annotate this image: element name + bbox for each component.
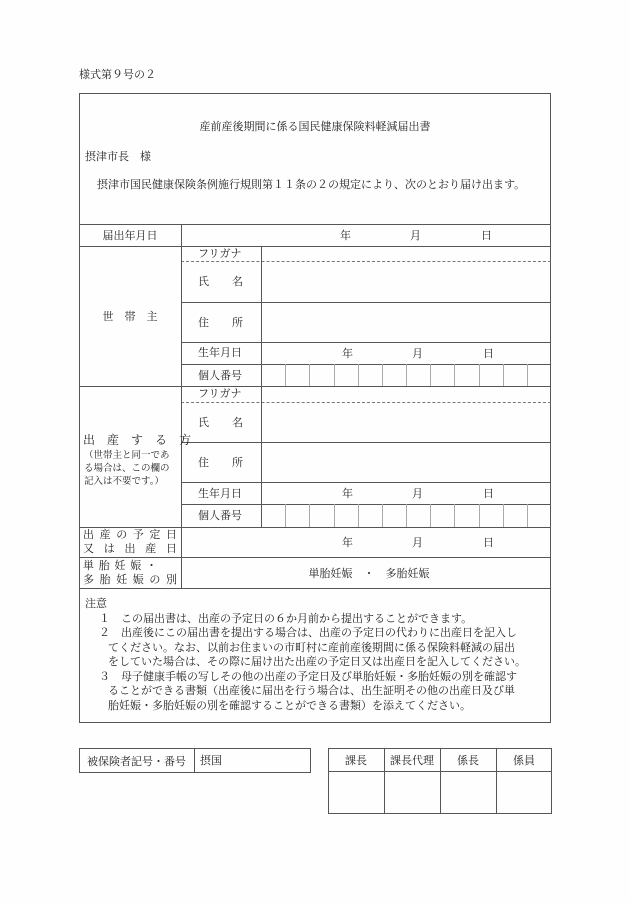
note-item: 胎妊娠・多胎妊娠の別を確認することができる書類）を添えてください。 xyxy=(108,698,471,712)
label-char: 定 xyxy=(149,528,161,541)
label-char: 娠 xyxy=(132,573,144,586)
day-unit: 日 xyxy=(481,229,492,242)
label-char: は xyxy=(103,542,115,555)
column-divider xyxy=(194,748,195,773)
mother-furigana-label: フリガナ xyxy=(198,387,242,400)
approval-col-staff: 係員 xyxy=(513,753,535,767)
mynumber-digit-cell[interactable] xyxy=(430,504,454,527)
mynumber-digit-cell[interactable] xyxy=(358,364,382,386)
due-date-label-line2 xyxy=(83,543,177,554)
householder-furigana-label: フリガナ xyxy=(198,247,242,260)
note-item: ることができる書類（出産後に届出を行う場合は、出生証明その他の出産日及び単 xyxy=(108,684,515,697)
mother-label: 出 産 す る 方 xyxy=(83,433,192,447)
submission-date-label: 届出年月日 xyxy=(102,229,158,242)
mynumber-digit-cell[interactable] xyxy=(479,364,503,386)
mother-name-label: 氏 名 xyxy=(198,416,243,429)
mynumber-digit-cell[interactable] xyxy=(261,504,285,527)
mynumber-digit-cell[interactable] xyxy=(285,504,309,527)
due-date-label-line1 xyxy=(83,529,177,540)
mynumber-digit-cell[interactable] xyxy=(382,504,406,527)
householder-mynumber-label: 個人番号 xyxy=(198,369,242,382)
year-unit: 年 xyxy=(340,229,351,242)
label-char: 胎 xyxy=(99,573,111,586)
note-item: をしていた場合は、その際に届け出た出産の予定日又は出産日を記入してください。 xyxy=(108,655,526,668)
mynumber-digit-cell[interactable] xyxy=(503,364,527,386)
pregnancy-type-label-line2 xyxy=(83,574,177,585)
year-unit: 年 xyxy=(342,347,353,360)
householder-mynumber-field[interactable] xyxy=(261,364,551,386)
mynumber-digit-cell[interactable] xyxy=(285,364,309,386)
label-char: 日 xyxy=(166,542,177,555)
mynumber-digit-cell[interactable] xyxy=(382,364,406,386)
mother-mynumber-label: 個人番号 xyxy=(198,509,242,522)
mother-address-field[interactable] xyxy=(261,442,551,482)
label-char: 又 xyxy=(83,542,94,555)
year-unit: 年 xyxy=(342,536,353,549)
mother-note: （世帯主と同一であ る場合は、この欄の 記入は不要です。） xyxy=(84,450,170,487)
day-unit: 日 xyxy=(483,536,494,549)
approval-col-subsection-chief: 係長 xyxy=(457,753,479,767)
mynumber-digit-cell[interactable] xyxy=(261,364,285,386)
label-char: の xyxy=(149,573,161,586)
approval-stamp-cell[interactable] xyxy=(328,771,384,814)
householder-furigana-field[interactable] xyxy=(261,246,551,261)
householder-birthdate-field[interactable] xyxy=(261,342,551,364)
mynumber-digit-cell[interactable] xyxy=(358,504,382,527)
mynumber-digit-cell[interactable] xyxy=(430,364,454,386)
month-unit: 月 xyxy=(412,347,423,360)
label-char: ・ xyxy=(146,559,157,572)
divider xyxy=(79,588,551,589)
insured-number-label: 被保険者記号・番号 xyxy=(87,754,186,768)
householder-address-label: 住 所 xyxy=(198,316,243,329)
month-unit: 月 xyxy=(410,229,421,242)
label-char: 妊 xyxy=(114,559,126,572)
label-char: 予 xyxy=(132,528,144,541)
day-unit: 日 xyxy=(483,347,494,360)
householder-birthdate-label: 生年月日 xyxy=(198,346,242,359)
label-char: 別 xyxy=(165,573,177,586)
pregnancy-type-label xyxy=(83,560,177,585)
approval-stamp-cell[interactable] xyxy=(440,771,496,814)
label-char: 産 xyxy=(99,528,111,541)
day-unit: 日 xyxy=(483,487,494,500)
mother-address-label: 住 所 xyxy=(198,456,243,469)
note-item: てください。なお、以前お住まいの市町村に産前産後期間に係る保険料軽減の届出 xyxy=(108,640,515,654)
notes xyxy=(85,597,526,713)
approval-col-section-chief: 課長 xyxy=(345,753,367,767)
label-char: 単 xyxy=(83,559,94,572)
mynumber-digit-cell[interactable] xyxy=(503,504,527,527)
householder-name-field[interactable] xyxy=(261,261,551,302)
label-char: 妊 xyxy=(116,573,128,586)
month-unit: 月 xyxy=(412,487,423,500)
year-unit: 年 xyxy=(342,487,353,500)
mother-name-field[interactable] xyxy=(261,402,551,442)
mother-label-cell xyxy=(79,386,192,527)
mynumber-digit-cell[interactable] xyxy=(406,504,430,527)
mother-birthdate-field[interactable] xyxy=(261,482,551,504)
due-date-label xyxy=(83,529,177,554)
mynumber-digit-cell[interactable] xyxy=(527,364,551,386)
label-char: 多 xyxy=(83,573,94,586)
mynumber-digit-cell[interactable] xyxy=(479,504,503,527)
note-item: ３ 母子健康手帳の写しその他の出産の予定日及び単胎妊娠・多胎妊娠の別を確認す xyxy=(99,669,517,683)
label-char: 出 xyxy=(124,542,136,555)
label-char: の xyxy=(116,528,128,541)
label-char: 産 xyxy=(145,542,157,555)
label-char: 出 xyxy=(83,528,94,541)
mother-furigana-field[interactable] xyxy=(261,386,551,402)
householder-name-label: 氏 名 xyxy=(198,275,243,288)
approval-stamp-cell[interactable] xyxy=(496,771,552,814)
form-title: 産前産後期間に係る国民健康保険料軽減届出書 xyxy=(199,120,431,133)
mynumber-digit-cell[interactable] xyxy=(309,364,333,386)
householder-address-field[interactable] xyxy=(261,302,551,342)
submission-date-field[interactable] xyxy=(181,224,551,246)
pregnancy-type-label-line1 xyxy=(83,560,157,571)
mynumber-digit-cell[interactable] xyxy=(454,364,478,386)
mynumber-digit-cell[interactable] xyxy=(454,504,478,527)
mynumber-digit-cell[interactable] xyxy=(406,364,430,386)
pregnancy-type-options[interactable]: 単胎妊娠 ・ 多胎妊娠 xyxy=(308,566,430,580)
mother-birthdate-label: 生年月日 xyxy=(198,487,242,500)
due-date-field[interactable] xyxy=(181,527,551,557)
addressee: 摂津市長 様 xyxy=(85,150,151,163)
mynumber-digit-cell[interactable] xyxy=(334,504,358,527)
mother-mynumber-field[interactable] xyxy=(261,504,551,527)
insured-number-value[interactable]: 摂国 xyxy=(200,754,222,767)
label-char: 娠 xyxy=(130,559,142,572)
mynumber-digit-cell[interactable] xyxy=(309,504,333,527)
label-char: 日 xyxy=(165,528,177,541)
approval-stamp-cell[interactable] xyxy=(384,771,440,814)
note-item: １ この届出書は、出産の予定日の６か月前から提出することができます。 xyxy=(99,611,473,625)
note-item: ２ 出産後にこの届出書を提出する場合は、出産の予定日の代わりに出産日を記入し xyxy=(99,626,517,639)
householder-label: 世 帯 主 xyxy=(102,310,158,323)
approval-col-deputy-chief: 課長代理 xyxy=(390,753,434,767)
month-unit: 月 xyxy=(412,536,423,549)
form-number: 様式第９号の２ xyxy=(79,68,156,81)
mynumber-digit-cell[interactable] xyxy=(527,504,551,527)
mynumber-digit-cell[interactable] xyxy=(334,364,358,386)
notes-heading: 注意 xyxy=(85,597,107,610)
preamble: 摂津市国民健康保険条例施行規則第１１条の２の規定により、次のとおり届け出ます。 xyxy=(97,178,526,191)
label-char: 胎 xyxy=(98,559,110,572)
